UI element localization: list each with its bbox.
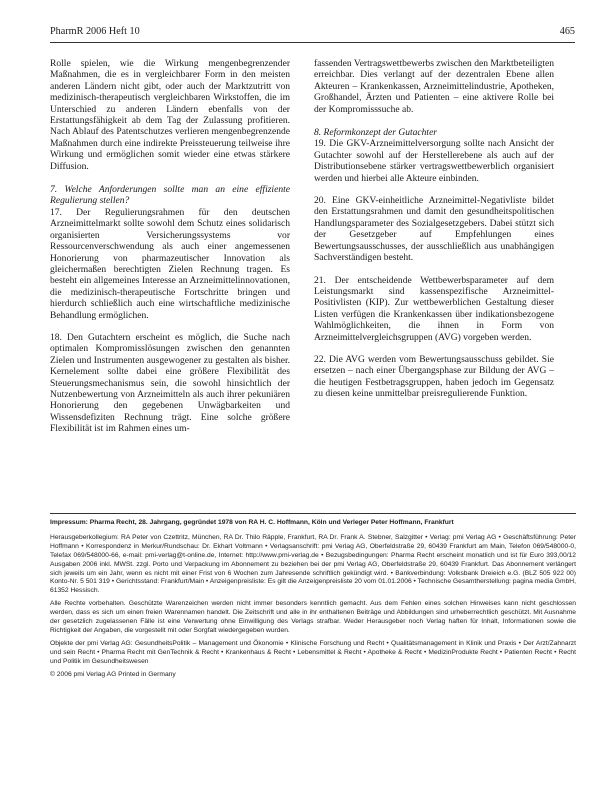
paragraph: 22. Die AVG werden vom Bewertungsausschuss gebildet. Sie ersetzen – nach einer Übergangsphase zur Bildung der AVG – die heutigen Festbetragsgruppen, haben jedoch im Gegensatz zu diesen keine unmittelbar preisregulierende Funktion. (314, 353, 554, 400)
paragraph: 17. Der Regulierungsrahmen für den deutschen Arzneimittelmarkt sollte sowohl dem Schutz eines solidarisch organisierten Versicherungssystems vor Ressourcenverschwendung als auch einer angemessenen Honorierung von pharmazeutischer Innovation als gleichermaßen berechtigten Zielen Rechnung tragen. Es besteht ein allgemeines Interesse an Arzneimittelinnovationen, die medizinisch-therapeutische Fortschritte bringen und hierdurch schließlich auch eine wirtschaftliche medizinische Behandlung ermöglichen. (50, 206, 290, 321)
section-heading: 7. Welche Anforderungen sollte man an eine effiziente Regulierung stellen? (50, 184, 290, 207)
right-column (314, 58, 554, 400)
paragraph: 18. Den Gutachtern erscheint es möglich, die Suche nach optimalen Kompromisslösungen zwischen den genannten Zielen und Instrumenten ausgewogener zu gestalten als bisher. Kernelement sollte dabei eine größere Flexibilität des Steuerungsmechanismus sein, die sowohl hinsichtlich der Nutzenbewertung von Arzneimitteln als auch ihrer pekuniären Honorierung den gegebenen Unwägbarkeiten und Wissensdefiziten Rechnung trägt. Eine solche größere Flexibilität ist im Rahmen eines um- (50, 331, 290, 435)
imprint-lead: Impressum: Pharma Recht, 28. Jahrgang, gegründet 1978 von RA H. C. Hoffmann, Köln und Verleger Peter Hoffmann, Frankfurt (50, 519, 454, 526)
imprint-text: Herausgeberkollegium: RA Peter von Czettritz, München, RA Dr. Thilo Räpple, Frankfurt, RA Dr. Frank A. Stebner, Salzgitter • Verlag: pmi Verlag AG • Geschäftsführung: Peter Hoffmann • Korrespondenz in Merkur/Rundschau: Dr. Ekhart Voltmann • Verlagsanschrift: pmi Verlag AG, Oberfeldstraße 29, 60439 Frankfurt am Main, Telefon 069/548000-0, Telefax 069/548000-66, e-mail: pmi-verlag@t-online.de, Internet: http://www.pmi-verlag.de • Bezugsbedingungen: Pharma Recht erscheint monatlich und ist für Euro 393,00/12 Ausgaben 2006 inkl. MWSt. zzgl. Porto und Verpackung im Abonnement zu beziehen bei der pmi Verlag AG, Oberfeldstraße 29, 60439 Frankfurt. Das Abonnement verlängert sich jeweils um ein Jahr, wenn es nicht mit einer Frist von 6 Wochen zum Jahresende schriftlich gekündigt wird. • Bankverbindung: Volksbank Dreieich e.G. (BLZ 505 922 00) Konto-Nr. 5 501 319 • Gerichtsstand: Frankfurt/Main • Anzeigenpreisliste: Es gilt die Anzeigenpreisliste 20 vom 01.01.2006 • Technische Gesamtherstellung: pagina media GmbH, 61352 Hessisch. (50, 533, 576, 595)
publisher-titles: Objekte der pmi Verlag AG: GesundheitsPolitik – Management und Ökonomie • Klinische Forschung und Recht • Qualitätsmanagement in Klinik und Praxis • Der Arzt/Zahnarzt und sein Recht • Pharma Recht mit GenTechnik & Recht • Krankenhaus & Recht • Lebensmittel & Recht • Apotheke & Recht • MedizinProdukte Recht • Patienten Recht • Recht und Politik im Gesundheitswesen (50, 639, 576, 665)
paragraph: fassenden Vertragswettbewerbs zwischen den Marktbeteiligten erreichbar. Dies verlangt auf der dezentralen Ebene allen Akteuren – Krankenkassen, Arzneimittelindustrie, Apotheken, Großhandel, Ärzten und Patienten – eine aktivere Rolle bei der Kompromisssuche ab. (314, 58, 555, 115)
paragraph: Rolle spielen, wie die Wirkung mengenbegrenzender Maßnahmen, die es in vergleichbarer Form in den meisten anderen Ländern nicht gibt, oder auch der Marktzutritt von medizinisch-therapeutisch vergleichbaren Wirkstoffen, die im Unterschied zu anderen Ländern ebenfalls von der Erstattungsfähigkeit ab dem Tag der Zulassung profitieren. Nach Ablauf des Patentschutzes verlieren mengenbegrenzende Maßnahmen durch eine indirekte Preissteuerung teilweise ihre Wirkung und ermöglichen somit wieder eine etwas stärkere Diffusion. (50, 58, 290, 172)
paragraph: 19. Die GKV-Arzneimittelversorgung sollte nach Ansicht der Gutachter sowohl auf der Herstellerebene als auch auf der Distributionsebene stärker vertragswettbewerblich organisiert werden und hierbei alle Akteure einbinden. (314, 138, 554, 184)
imprint-box (50, 513, 576, 757)
paragraph: 21. Der entscheidende Wettbewerbsparameter auf dem Leistungsmarkt sind kassenspezifische Arzneimittel-Positivlisten (KIP). Zur wettbewerblichen Gestaltung dieser Listen verfügen die Krankenkassen über indikationsbezogene Wahlmöglichkeiten, die ihnen in Form von Arzneimittelvergleichsgruppen (AVG) vorgeben werden. (314, 274, 554, 343)
running-header (50, 26, 575, 40)
journal-title: PharmR 2006 Heft 10 (50, 26, 140, 37)
page-number: 465 (559, 26, 575, 37)
header-rule (50, 42, 575, 43)
section-heading: 8. Reformkonzept der Gutachter (314, 127, 438, 139)
paragraph: 20. Eine GKV-einheitliche Arzneimittel-Negativliste bildet den Erstattungsrahmen und damit den gesundheitspolitischen Handlungsparameter des Sozialgesetzgebers. Dabei stützt sich der Gesetzgeber auf Empfehlungen eines Bewertungsausschusses, der ausschließlich aus unabhängigen Sachverständigen besteht. (314, 195, 554, 264)
left-column (50, 58, 290, 435)
copyright-line: © 2006 pmi Verlag AG Printed in Germany (50, 670, 176, 678)
rights-notice: Alle Rechte vorbehalten. Geschützte Warenzeichen werden nicht immer besonders kenntlich gemacht. Aus dem Fehlen eines solchen Hinweises kann nicht geschlossen werden, dass es sich um einen freien Warennamen handelt. Die Zeitschrift und alle in ihr enthaltenen Beiträge und Abbildungen sind urheberrechtlich geschützt. Mit Ausnahme der gesetzlich zugelassenen Fälle ist eine Verwertung ohne Einwilligung des Verlags strafbar. Weder Herausgeber noch Verlag haften für Inhalt, Informationen sowie die Richtigkeit der Angaben, die vorgestellt mit oder Sorgfalt wiedergegeben wurden. (50, 600, 576, 634)
